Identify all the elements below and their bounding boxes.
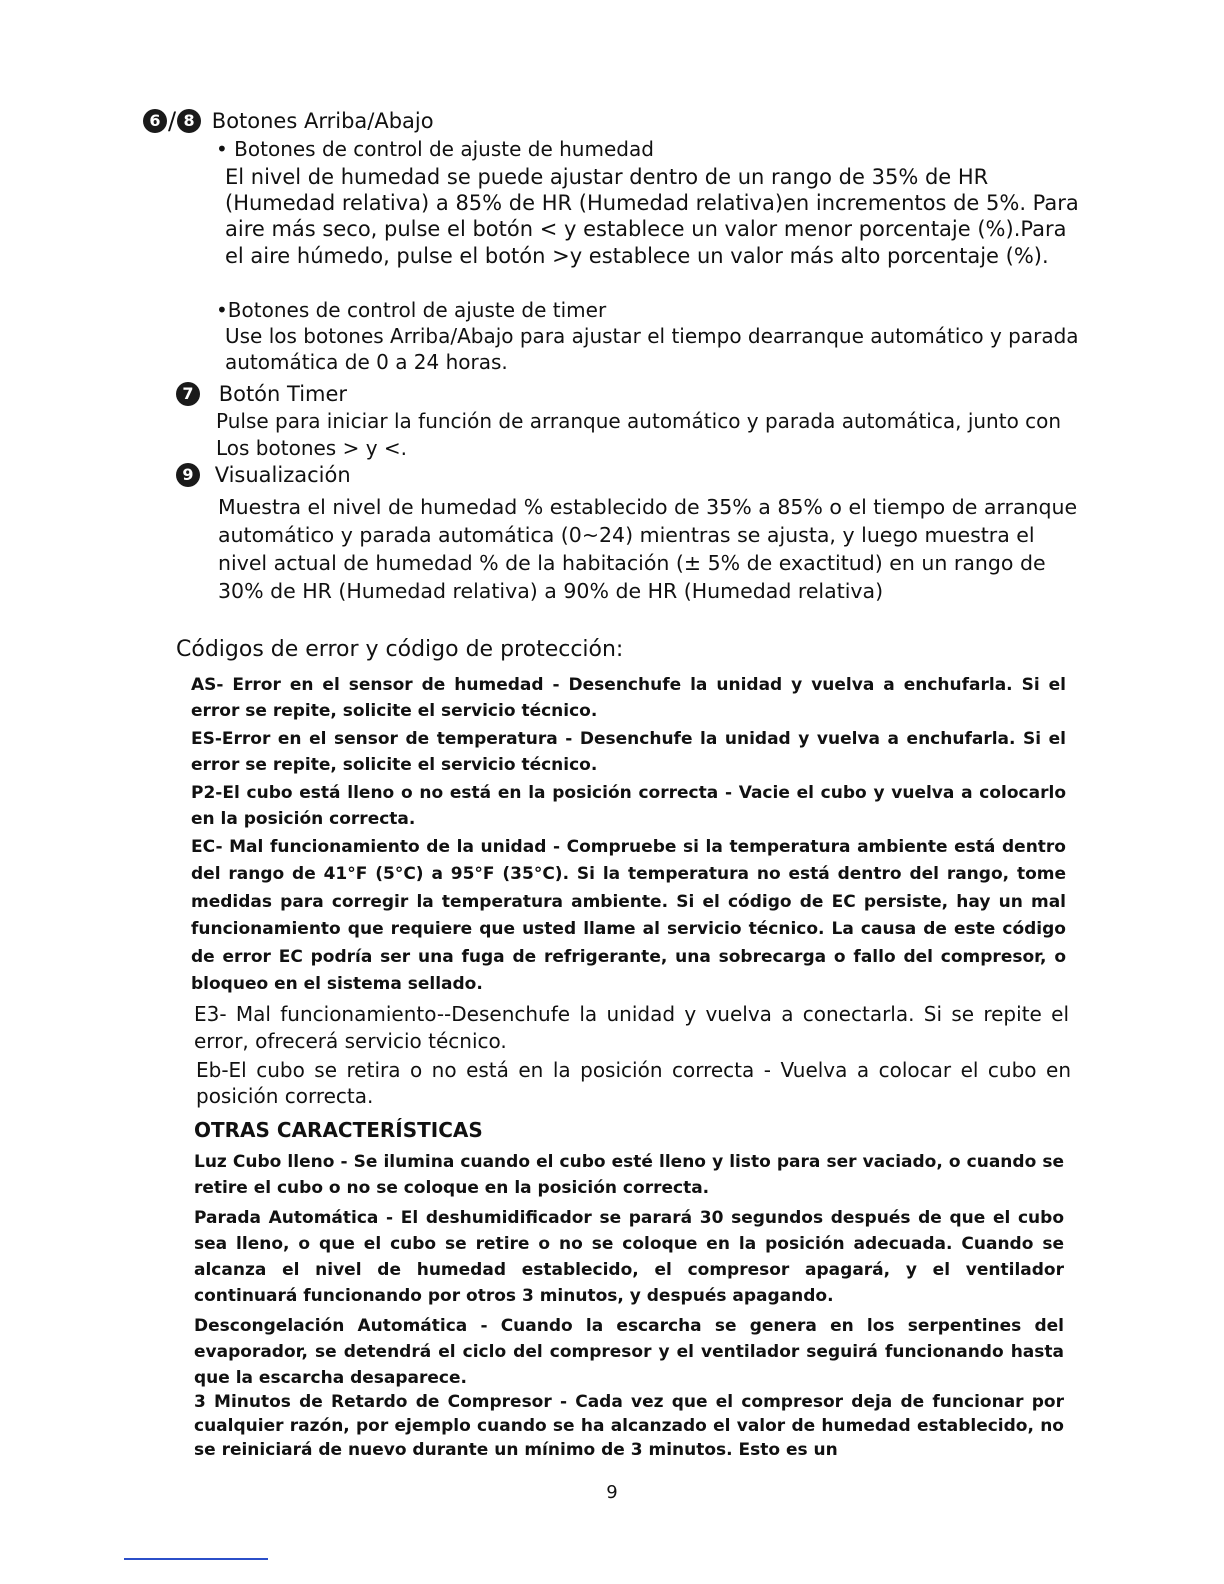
- display-heading: [176, 462, 351, 487]
- number-badge-7: 7: [176, 382, 200, 406]
- number-badge-6: 6: [143, 109, 167, 133]
- number-badge-9: 9: [176, 463, 200, 487]
- error-code-as: AS- Error en el sensor de humedad - Desenchufe la unidad y vuelva a enchufarla. Si el error se repite, solicite el servicio técnico.: [191, 675, 1066, 721]
- badge-separator: /: [168, 107, 177, 135]
- humidity-bullet: • Botones de control de ajuste de humedad: [216, 137, 654, 161]
- error-code-ec: EC- Mal funcionamiento de la unidad - Compruebe si la temperatura ambiente está dentro del rango de 41°F (5°C) a 95°F (35°C). Si la temperatura no está dentro del rango, tome medidas para corregir la temperatura ambiente. Si el código de EC persiste, hay un mal funcionamiento que requiere que usted llame al servicio técnico. La causa de este código de error EC podría ser una fuga de refrigerante, una sobrecarga o fallo del compresor, o bloqueo en el sistema sellado.: [191, 837, 1066, 995]
- display-title: Visualización: [214, 463, 351, 487]
- updown-title: Botones Arriba/Abajo: [211, 109, 434, 133]
- feature-compressor-delay: 3 Minutos de Retardo de Compresor - Cada vez que el compresor deja de funcionar por cualquier razón, por ejemplo cuando se ha alcanzado el valor de humedad establecido, no se reiniciará de nuevo durante un mínimo de 3 minutos. Esto es un: [194, 1392, 1064, 1460]
- feature-bucket-light: Luz Cubo lleno - Se ilumina cuando el cubo esté lleno y listo para ser vaciado, o cuando se retire el cubo o no se coloque en la posición correcta.: [194, 1152, 1064, 1198]
- humidity-text: El nivel de humedad se puede ajustar dentro de un rango de 35% de HR (Humedad relativa) a 85% de HR (Humedad relativa)en incrementos de 5%. Para aire más seco, pulse el botón < y establece un valor menor porcentaje (%).Para el aire húmedo, pulse el botón >y establece un valor más alto porcentaje (%).: [225, 165, 1079, 268]
- updown-heading: [143, 107, 434, 135]
- error-codes-heading: Códigos de error y código de protección:: [176, 637, 624, 662]
- error-code-es: ES-Error en el sensor de temperatura - Desenchufe la unidad y vuelva a enchufarla. Si el error se repite, solicite el servicio técnico.: [191, 729, 1066, 775]
- number-badge-8: 8: [177, 109, 201, 133]
- timer-heading: [176, 381, 347, 406]
- timer-title: Botón Timer: [218, 382, 348, 406]
- feature-auto-defrost: Descongelación Automática - Cuando la escarcha se genera en los serpentines del evaporador, se detendrá el ciclo del compresor y el ventilador seguirá funcionando hasta que la escarcha desaparece.: [194, 1316, 1064, 1388]
- page-number: 9: [606, 1482, 618, 1503]
- timer-bullet: •Botones de control de ajuste de timer: [216, 298, 607, 322]
- other-features-heading: OTRAS CARACTERÍSTICAS: [194, 1118, 483, 1142]
- error-code-p2: P2-El cubo está lleno o no está en la posición correcta - Vacie el cubo y vuelva a colocarlo en la posición correcta.: [191, 783, 1066, 829]
- display-text: Muestra el nivel de humedad % establecido de 35% a 85% o el tiempo de arranque automático y parada automática (0~24) mientras se ajusta, y luego muestra el nivel actual de humedad % de la habitación (± 5% de exactitud) en un rango de 30% de HR (Humedad relativa) a 90% de HR (Humedad relativa): [218, 495, 1078, 603]
- timer-adjust-text: Use los botones Arriba/Abajo para ajustar el tiempo dearranque automático y parada automática de 0 a 24 horas.: [225, 324, 1079, 374]
- feature-auto-stop: Parada Automática - El deshumidificador se parará 30 segundos después de que el cubo sea lleno, o que el cubo se retire o no se coloque en la posición adecuada. Cuando se alcanza el nivel de humedad establecido, el compresor apagará, y el ventilador continuará funcionando por otros 3 minutos, y después apagando.: [194, 1208, 1064, 1306]
- footer-rule: [124, 1558, 268, 1560]
- error-code-e3: E3- Mal funcionamiento--Desenchufe la unidad y vuelva a conectarla. Si se repite el error, ofrecerá servicio técnico.: [194, 1002, 1069, 1053]
- error-code-eb: Eb-El cubo se retira o no está en la posición correcta - Vuelva a colocar el cubo en posición correcta.: [196, 1058, 1071, 1108]
- timer-text: Pulse para iniciar la función de arranque automático y parada automática, junto con Los botones > y <.: [216, 409, 1062, 460]
